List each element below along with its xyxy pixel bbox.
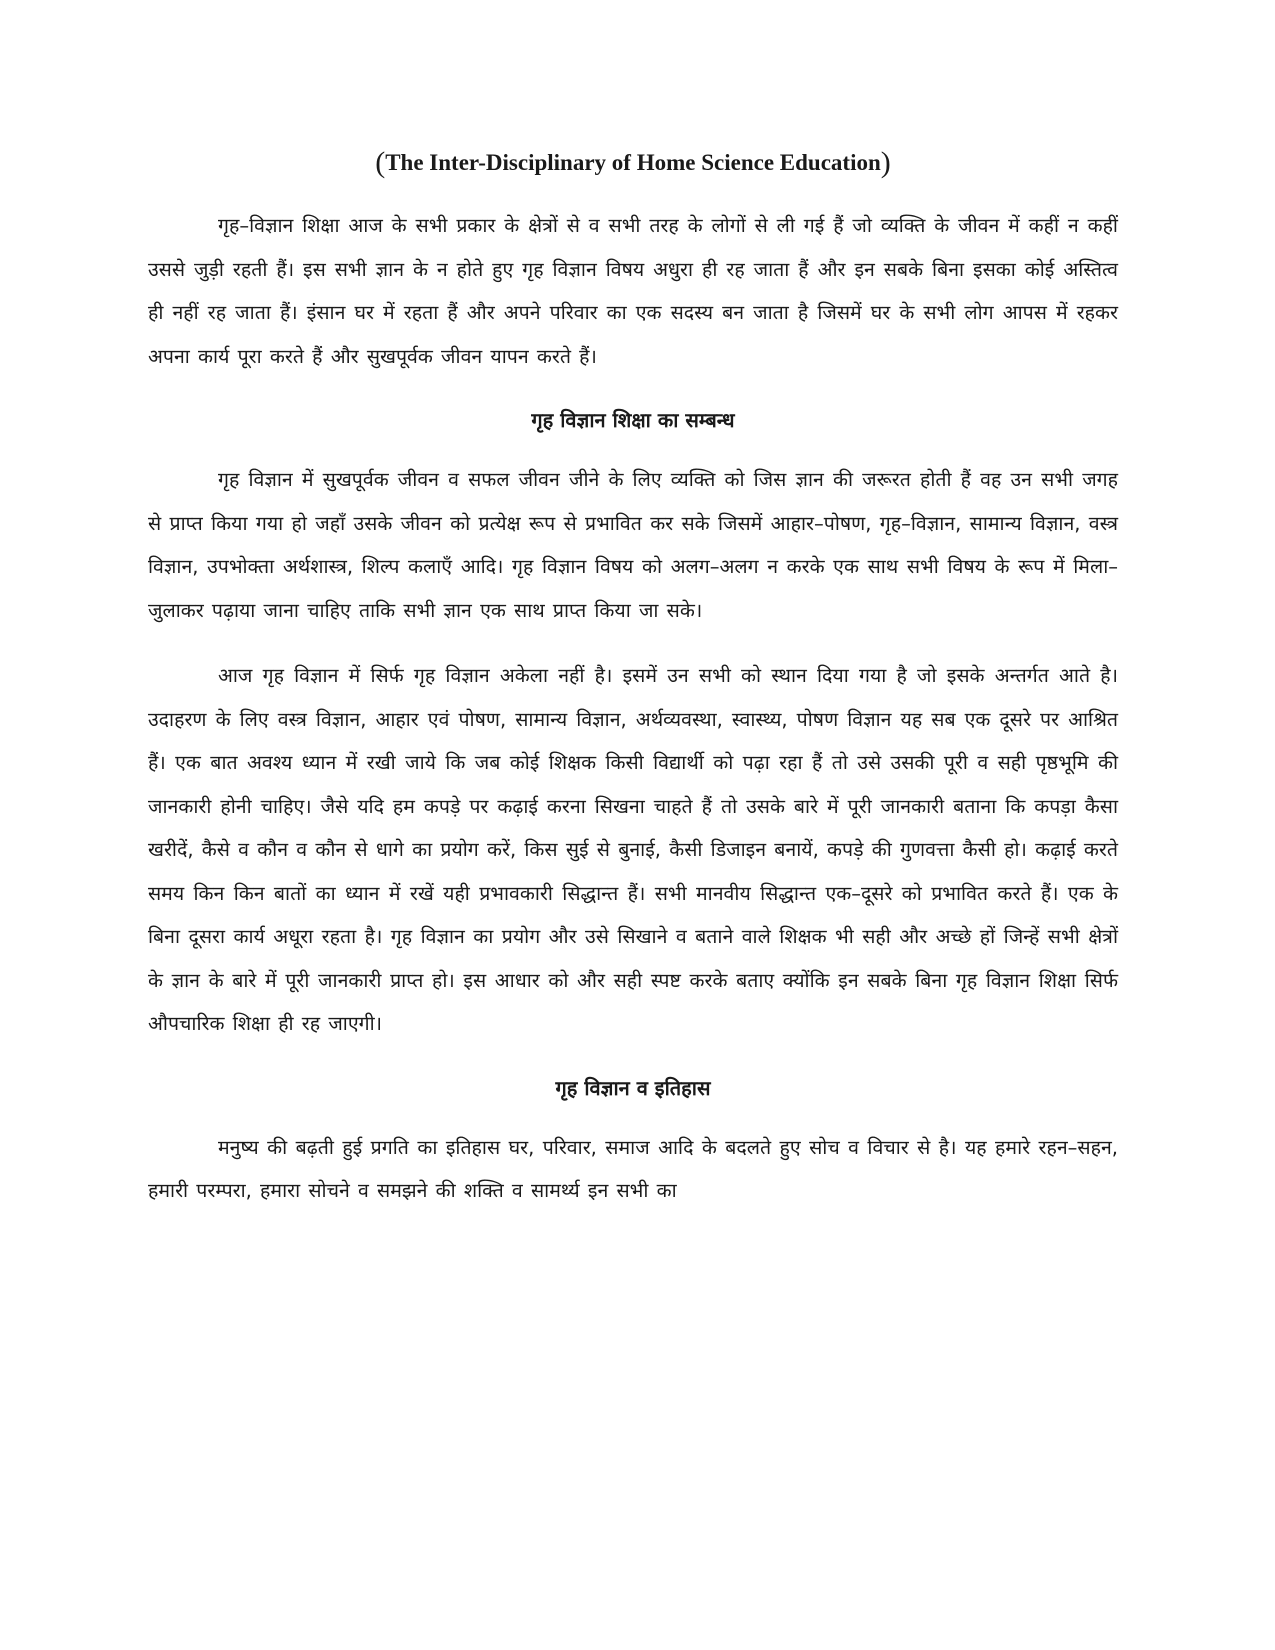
title-close-paren: ) [880, 146, 891, 179]
paragraph-intro: गृह–विज्ञान शिक्षा आज के सभी प्रकार के क्षेत्रों से व सभी तरह के लोगों से ली गई हैं जो व्यक्ति के जीवन में कहीं न कहीं उससे जुड़ी रहती हैं। इस सभी ज्ञान के न होते हुए गृह विज्ञान विषय अधुरा ही रह जाता हैं और इन सबके बिना इसका कोई अस्तित्व ही नहीं रह जाता हैं। इंसान घर में रहता हैं और अपने परिवार का एक सदस्य बन जाता है जिसमें घर के सभी लोग आपस में रहकर अपना कार्य पूरा करते हैं और सुखपूर्वक जीवन यापन करते हैं। [148, 214, 1118, 368]
paragraph-relation: गृह विज्ञान में सुखपूर्वक जीवन व सफल जीवन जीने के लिए व्यक्ति को जिस ज्ञान की जरूरत होती हैं वह उन सभी जगह से प्राप्त किया गया हो जहाँ उसके जीवन को प्रत्येक्ष रूप से प्रभावित कर सके जिसमें आहार–पोषण, गृह–विज्ञान, सामान्य विज्ञान, वस्त्र विज्ञान, उपभोक्ता अर्थशास्त्र, शिल्प कलाएँ आदि। गृह विज्ञान विषय को अलग–अलग न करके एक साथ सभी विषय के रूप में मिला–जुलाकर पढ़ाया जाना चाहिए ताकि सभी ज्ञान एक साथ प्राप्त किया जा सके। [148, 468, 1118, 622]
section-heading-history: गृह विज्ञान व इतिहास [555, 1075, 711, 1100]
document-title [148, 146, 1118, 180]
paragraph-history: मनुष्य की बढ़ती हुई प्रगति का इतिहास घर, परिवार, समाज आदि के बदलते हुए सोच व विचार से है। यह हमारे रहन–सहन, हमारी परम्परा, हमारा सोचने व समझने की शक्ति व सामर्थ्य इन सभी का [148, 1135, 1118, 1202]
document-content [148, 146, 1118, 1213]
spacer [148, 1108, 1118, 1126]
spacer [148, 1046, 1118, 1068]
spacer [148, 378, 1118, 400]
section-heading-relation: गृह विज्ञान शिक्षा का सम्बन्ध [531, 408, 735, 432]
paragraph-examples: आज गृह विज्ञान में सिर्फ गृह विज्ञान अकेला नहीं है। इसमें उन सभी को स्थान दिया गया है जो इसके अन्तर्गत आते है। उदाहरण के लिए वस्त्र विज्ञान, आहार एवं पोषण, सामान्य विज्ञान, अर्थव्यवस्था, स्वास्थ्य, पोषण विज्ञान यह सब एक दूसरे पर आश्रित हैं। एक बात अवश्य ध्यान में रखी जाये कि जब कोई शिक्षक किसी विद्यार्थी को पढ़ा रहा हैं तो उसे उसकी पूरी व सही पृष्ठभूमि की जानकारी होनी चाहिए। जैसे यदि हम कपड़े पर कढ़ाई करना सिखना चाहते हैं तो उसके बारे में पूरी जानकारी बताना कि कपड़ा कैसा खरीदें, कैसे व कौन व कौन से धागे का प्रयोग करें, किस सुई से बुनाई, कैसी डिजाइन बनायें, कपड़े की गुणवत्ता कैसी हो। कढ़ाई करते समय किन किन बातों का ध्यान में रखें यही प्रभावकारी सिद्धान्त हैं। सभी मानवीय सिद्धान्त एक–दूसरे को प्रभावित करते हैं। एक के बिना दूसरा कार्य अधूरा रहता है। गृह विज्ञान का प्रयोग और उसे सिखाने व बताने वाले शिक्षक भी सही और अच्छे हों जिन्हें सभी क्षेत्रों के ज्ञान के बारे में पूरी जानकारी प्राप्त हो। इस आधार को और सही स्पष्ट करके बताए क्योंकि इन सबके बिना गृह विज्ञान शिक्षा सिर्फ औपचारिक शिक्षा ही रह जाएगी। [148, 664, 1118, 1035]
spacer [148, 440, 1118, 458]
title-text: The Inter-Disciplinary of Home Science Education [385, 150, 881, 175]
spacer [148, 632, 1118, 654]
title-open-paren: ( [375, 146, 386, 179]
